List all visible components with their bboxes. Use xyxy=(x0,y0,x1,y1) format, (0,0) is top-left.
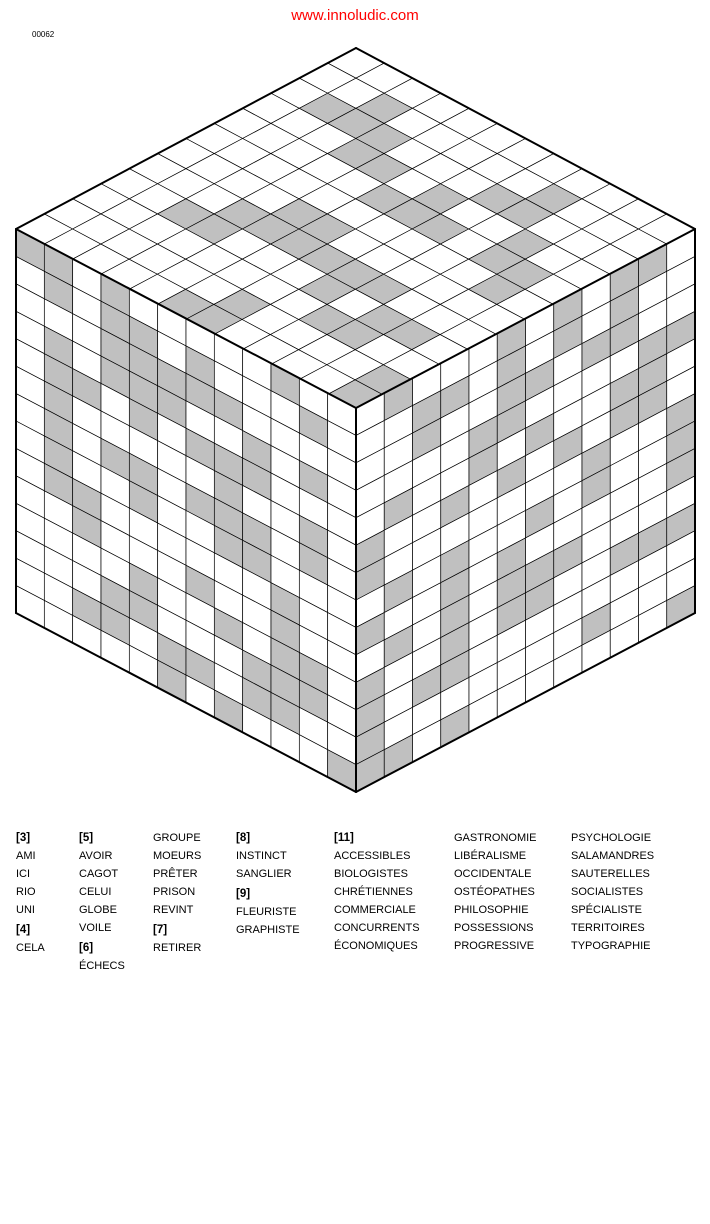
word-item: SAUTERELLES xyxy=(571,868,650,880)
word-item: PSYCHOLOGIE xyxy=(571,832,652,844)
word-item: GLOBE xyxy=(79,904,117,916)
word-item: FLEURISTE xyxy=(236,906,297,918)
word-item: PRISON xyxy=(153,886,196,898)
word-item: RETIRER xyxy=(153,942,202,954)
word-item: UNI xyxy=(16,904,35,916)
word-item: OSTÉOPATHES xyxy=(454,886,535,898)
word-item: CONCURRENTS xyxy=(334,922,420,934)
word-item: MOEURS xyxy=(153,850,202,862)
word-item: PRÊTER xyxy=(153,868,198,880)
word-item: AMI xyxy=(16,850,36,862)
word-item: BIOLOGISTES xyxy=(334,868,408,880)
length-header: [8] xyxy=(236,832,251,844)
word-item: AVOIR xyxy=(79,850,113,862)
word-item: INSTINCT xyxy=(236,850,287,862)
word-column xyxy=(571,829,654,955)
word-column xyxy=(236,829,300,939)
puzzle-id: 00062 xyxy=(32,30,55,39)
word-item: CELA xyxy=(16,942,45,954)
word-item: SANGLIER xyxy=(236,868,292,880)
word-item: CAGOT xyxy=(79,868,119,880)
word-item: GROUPE xyxy=(153,832,201,844)
site-url[interactable]: www.innoludic.com xyxy=(291,7,419,24)
word-item: RIO xyxy=(16,886,36,898)
word-item: PROGRESSIVE xyxy=(454,940,535,952)
word-column xyxy=(79,829,125,975)
word-item: TERRITOIRES xyxy=(571,922,645,934)
length-header: [5] xyxy=(79,832,94,844)
word-column xyxy=(454,829,537,955)
word-item: LIBÉRALISME xyxy=(454,850,527,862)
word-item: POSSESSIONS xyxy=(454,922,534,934)
word-item: CHRÉTIENNES xyxy=(334,886,413,898)
word-item: REVINT xyxy=(153,904,194,916)
word-column xyxy=(334,829,420,955)
word-item: SALAMANDRES xyxy=(571,850,655,862)
length-header: [3] xyxy=(16,832,31,844)
length-header: [7] xyxy=(153,924,168,936)
length-header: [11] xyxy=(334,832,354,844)
word-column xyxy=(16,829,45,957)
word-item: CELUI xyxy=(79,886,112,898)
word-item: SPÉCIALISTE xyxy=(571,904,642,916)
length-header: [6] xyxy=(79,942,94,954)
length-header: [9] xyxy=(236,888,251,900)
word-item: ÉCONOMIQUES xyxy=(334,940,418,952)
word-column xyxy=(153,829,201,957)
word-item: SOCIALISTES xyxy=(571,886,644,898)
word-item: OCCIDENTALE xyxy=(454,868,532,880)
word-item: GASTRONOMIE xyxy=(454,832,537,844)
word-item: TYPOGRAPHIE xyxy=(571,940,651,952)
word-item: GRAPHISTE xyxy=(236,924,300,936)
word-item: ACCESSIBLES xyxy=(334,850,411,862)
length-header: [4] xyxy=(16,924,31,936)
word-item: VOILE xyxy=(79,922,112,934)
word-item: PHILOSOPHIE xyxy=(454,904,529,916)
word-item: ICI xyxy=(16,868,31,880)
word-item: COMMERCIALE xyxy=(334,904,416,916)
word-item: ÉCHECS xyxy=(79,960,125,972)
